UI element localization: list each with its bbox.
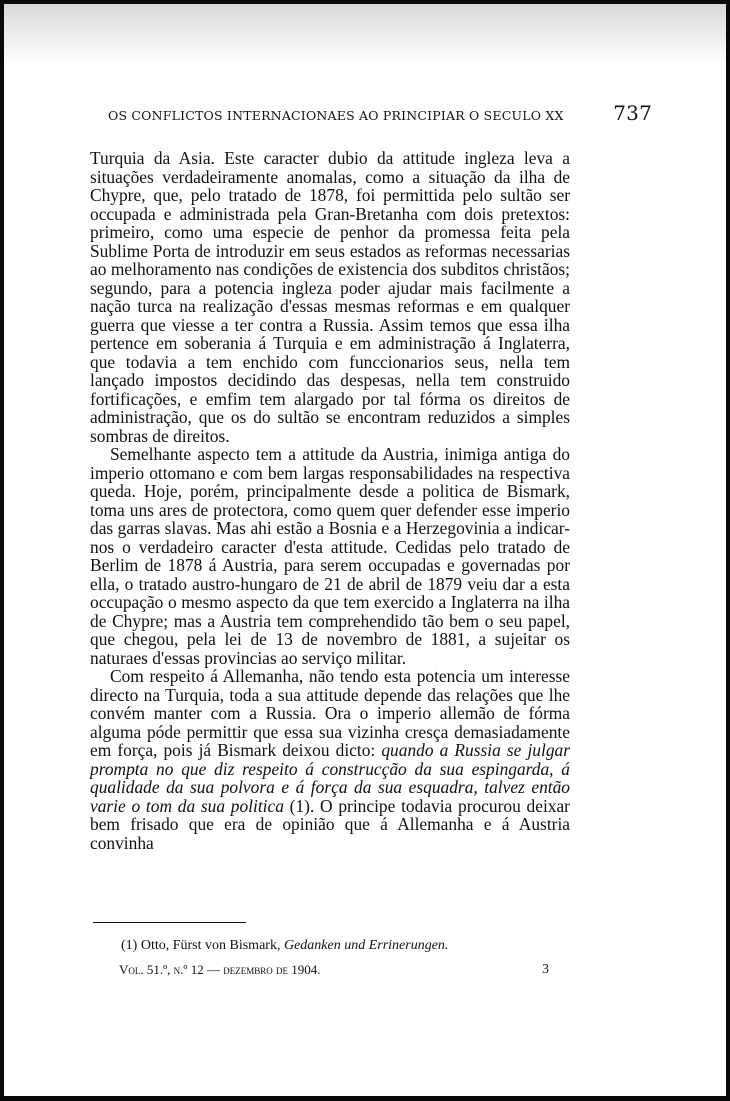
body-text: [90, 149, 570, 852]
signature-mark: 3: [542, 962, 549, 977]
running-header: [108, 101, 652, 125]
paragraph-3: [90, 667, 570, 852]
footnote-marker: (1): [121, 938, 138, 953]
footnote-rule: [93, 922, 246, 923]
page-footer: [119, 962, 549, 978]
paragraph-2: Semelhante aspecto tem a attitude da Austria, inimiga antiga do imperio ottomano e com bem largas responsabilidades na respectiva queda. Hoje, porém, principalmente desde a politica de Bismark, toma uns ares de protectora, como quem quer defender esse imperio das garras slavas. Mas ahi estão a Bosnia e a Herzegovinia a indicar-nos o verdadeiro caracter d'esta attitude. Cedidas pelo tratado de Berlim de 1878 á Austria, para serem occupadas e governadas por ella, o tratado austro-hungaro de 21 de abril de 1879 veiu dar a esta occupação o mesmo aspecto da que tem exercido a Inglaterra na ilha de Chypre; mas a Austria tem comprehendido tão bem o seu papel, que chegou, pela lei de 13 de novembro de 1881, a sujeitar os naturaes d'essas provincias ao serviço militar.: [90, 444, 570, 668]
volume-line: Vol. 51.º, n.º 12 — dezembro de 1904.: [119, 962, 321, 977]
footnote-title: Gedanken und Errinerungen.: [283, 938, 449, 953]
paragraph-3-start: Com respeito á Allemanha, não tendo esta potencia um interesse directo na Turquia, toda a sua attitude depende das relações que lhe convém manter com a Russia. Ora o imperio allemão de fórma alguma póde permittir que essa sua vizinha cresça demasiadamente em força, pois já Bismark deixou dicto:: [90, 666, 570, 760]
footnote: [121, 938, 541, 954]
running-title: OS CONFLICTOS INTERNACIONAES AO PRINCIPIAR O SECULO XX: [108, 108, 564, 123]
paragraph-3-end: (1). O principe todavia procurou deixar bem frisado que era de opinião que á Allemanha e á Austria convinha: [90, 795, 570, 853]
page: [4, 4, 726, 1096]
bismark-quote: quando a Russia se julgar prompta no que diz respeito á construcção da sua espingarda, á qualidade da sua polvora e á força da sua esquadra, talvez então varie o tom da sua politica: [90, 740, 570, 816]
footnote-text: Otto, Fürst von Bismark,: [140, 938, 281, 953]
page-number: 737: [613, 101, 652, 125]
paragraph-1: Turquia da Asia. Este caracter dubio da attitude ingleza leva a situações verdadeiramente anomalas, como a situação da ilha de Chypre, que, pelo tratado de 1878, foi permittida pelo sultão ser occupada e administrada pela Gran-Bretanha com dois pretextos: primeiro, como uma especie de penhor da promessa feita pela Sublime Porta de introduzir em seus estados as reformas necessarias ao melhoramento nas condições de existencia dos subditos christãos; segundo, para a potencia ingleza poder ajudar mais facilmente a nação turca na realização d'essas mesmas reformas e em qualquer guerra que viesse a ter contra a Russia. Assim temos que essa ilha pertence em soberania á Turquia e em administração á Inglaterra, que todavia a tem enchido com funccionarios seus, nella tem lançado impostos decidindo das despesas, nella tem construido fortificações, e emfim tem alargado por tal fórma os direitos de administração, que os do sultão se encontram reduzidos a simples sombras de direitos.: [90, 148, 570, 446]
